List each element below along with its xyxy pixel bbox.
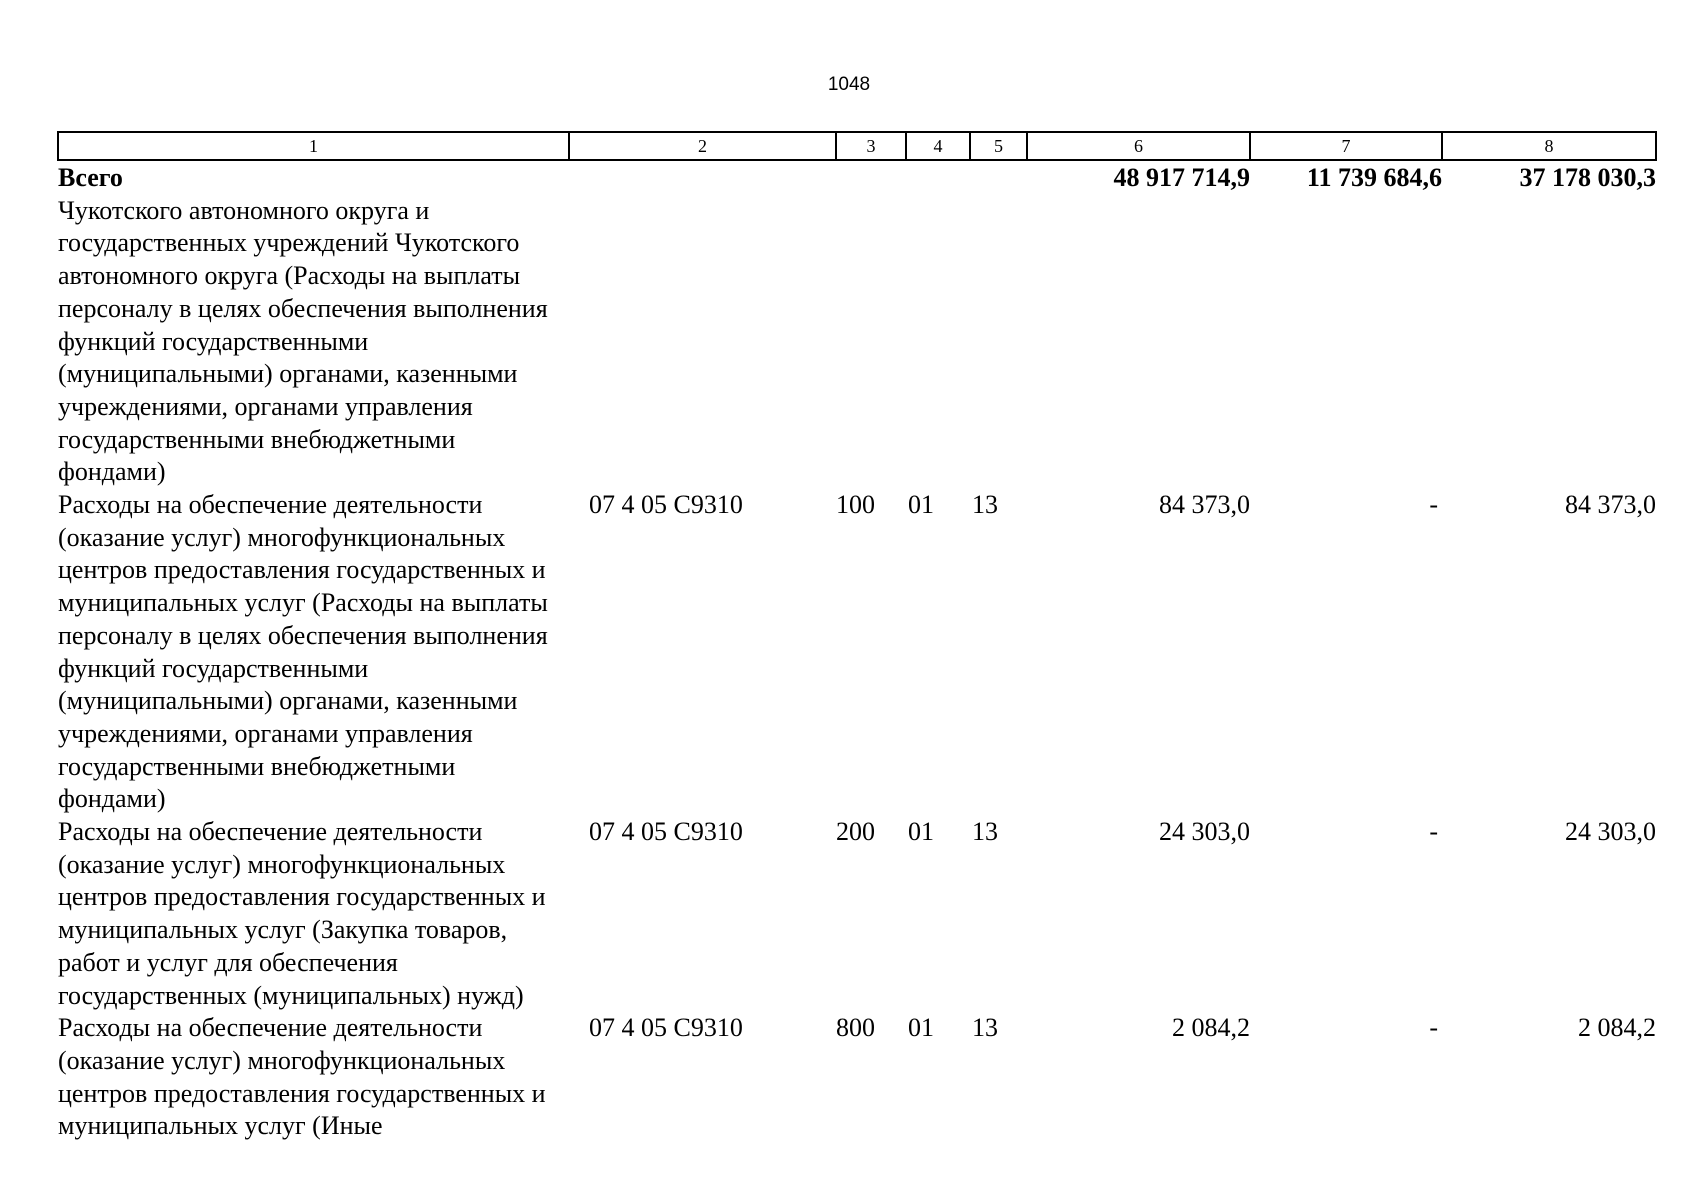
row-code: 07 4 05 C9310: [589, 1013, 743, 1043]
header-col-6: 6: [1027, 132, 1250, 160]
total-empty-3: [836, 160, 906, 195]
header-col-3: 3: [836, 132, 906, 160]
total-col-8: 37 178 030,3: [1519, 163, 1656, 192]
row-name: Расходы на обеспечение деятельности (оказание услуг) многофункциональных центров предоставления государственных и муниципальных услуг (Иные: [58, 1013, 546, 1141]
row-col-8: 2 084,2: [1578, 1013, 1656, 1043]
table-row: [58, 489, 1656, 816]
row-rz: [906, 195, 970, 489]
header-col-4: 4: [906, 132, 970, 160]
row-col-7: -: [1429, 490, 1438, 520]
total-row: [58, 160, 1656, 195]
table-header: [58, 132, 1656, 160]
header-row: [58, 132, 1656, 160]
row-col-6: 84 373,0: [1159, 490, 1250, 520]
row-col-6: [1027, 195, 1250, 489]
row-pr: 13: [972, 1013, 998, 1043]
row-rz: 01: [908, 817, 934, 847]
header-col-2: 2: [569, 132, 836, 160]
row-col-8: 24 303,0: [1565, 817, 1656, 847]
row-pr: 13: [972, 817, 998, 847]
row-rz: 01: [908, 1013, 934, 1043]
row-code: 07 4 05 C9310: [589, 490, 743, 520]
row-pr: [970, 195, 1027, 489]
row-vr: 800: [836, 1013, 875, 1043]
row-name: Расходы на обеспечение деятельности (оказание услуг) многофункциональных центров предоставления государственных и муниципальных услуг (Расходы на выплаты персоналу в целях обеспечения выполнения функций государственными (муниципальными) органами, казенными учреждениями, органами управления государственными внебюджетными фондами): [58, 490, 548, 814]
table-row: [58, 1012, 1656, 1143]
table-row: [58, 816, 1656, 1012]
header-col-5: 5: [970, 132, 1027, 160]
row-rz: 01: [908, 490, 934, 520]
row-col-8: 84 373,0: [1565, 490, 1656, 520]
header-col-7: 7: [1250, 132, 1442, 160]
row-code: [569, 195, 836, 489]
row-col-7: -: [1429, 817, 1438, 847]
row-col-6: 2 084,2: [1172, 1013, 1250, 1043]
row-name: Чукотского автономного округа и государственных учреждений Чукотского автономного округа (Расходы на выплаты персоналу в целях обеспечения выполнения функций государственными (муниципальными) органами, казенными учреждениями, органами управления государственными внебюджетными фондами): [58, 195, 548, 487]
total-empty-2: [569, 160, 836, 195]
table-row: [58, 195, 1656, 489]
total-col-6: 48 917 714,9: [1113, 163, 1250, 192]
row-code: 07 4 05 C9310: [589, 817, 743, 847]
budget-table: [57, 131, 1657, 1143]
row-name: Расходы на обеспечение деятельности (оказание услуг) многофункциональных центров предоставления государственных и муниципальных услуг (Закупка товаров, работ и услуг для обеспечения государственных (муниципальных) нужд): [58, 817, 546, 1010]
row-pr: 13: [972, 490, 998, 520]
total-empty-5: [970, 160, 1027, 195]
row-col-7: -: [1429, 1013, 1438, 1043]
total-empty-4: [906, 160, 970, 195]
row-col-8: [1442, 195, 1656, 489]
row-col-6: 24 303,0: [1159, 817, 1250, 847]
page-number: 1048: [827, 74, 871, 95]
row-vr: 100: [836, 490, 875, 520]
total-col-7: 11 739 684,6: [1306, 163, 1442, 192]
header-col-1: 1: [58, 132, 569, 160]
table-body: [58, 160, 1656, 1143]
row-col-7: [1250, 195, 1442, 489]
row-vr: [836, 195, 906, 489]
header-col-8: 8: [1442, 132, 1656, 160]
total-label: Всего: [58, 163, 123, 192]
row-vr: 200: [836, 817, 875, 847]
